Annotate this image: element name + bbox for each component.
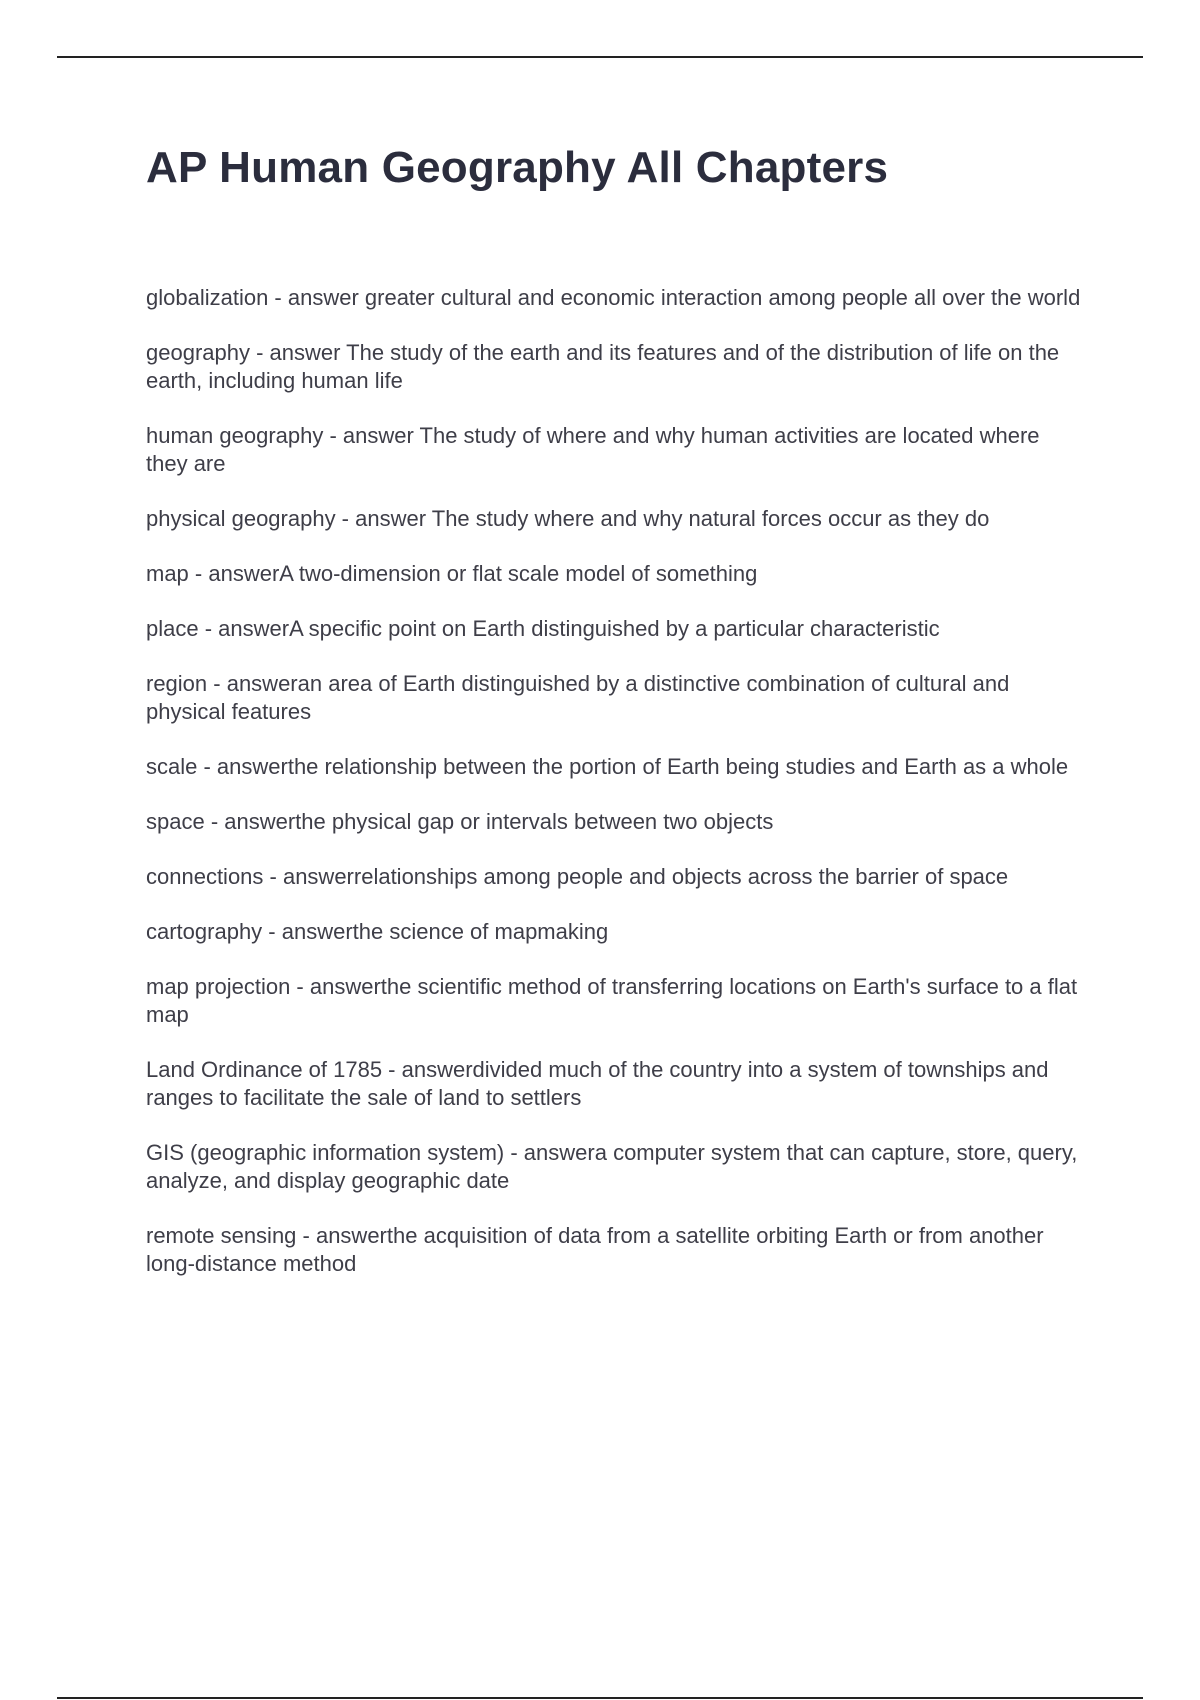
glossary-entry: physical geography - answer The study where and why natural forces occur as they do [146,506,990,531]
glossary-entry: region - answeran area of Earth distinguished by a distinctive combination of cultural and physical features [146,671,1010,724]
glossary-entry: space - answerthe physical gap or intervals between two objects [146,809,774,834]
glossary-entry: globalization - answer greater cultural and economic interaction among people all over the world [146,285,1081,310]
glossary-entry: cartography - answerthe science of mapmaking [146,919,609,944]
glossary-entry: human geography - answer The study of where and why human activities are located where they are [146,423,1040,476]
glossary-entry: GIS (geographic information system) - answera computer system that can capture, store, query, analyze, and display geographic date [146,1140,1078,1193]
glossary-entry: place - answerA specific point on Earth distinguished by a particular characteristic [146,616,940,641]
top-divider [57,56,1143,58]
glossary-list [146,284,1086,1305]
glossary-entry: map projection - answerthe scientific method of transferring locations on Earth's surface to a flat map [146,974,1078,1027]
glossary-entry: geography - answer The study of the earth and its features and of the distribution of life on the earth, including human life [146,340,1060,393]
bottom-divider [57,1697,1143,1699]
glossary-entry: remote sensing - answerthe acquisition of data from a satellite orbiting Earth or from another long-distance method [146,1223,1044,1276]
glossary-entry: connections - answerrelationships among people and objects across the barrier of space [146,864,1009,889]
glossary-entry: Land Ordinance of 1785 - answerdivided much of the country into a system of townships and ranges to facilitate the sale of land to settlers [146,1057,1049,1110]
glossary-entry: map - answerA two-dimension or flat scale model of something [146,561,758,586]
page-title: AP Human Geography All Chapters [146,143,889,192]
glossary-entry: scale - answerthe relationship between the portion of Earth being studies and Earth as a whole [146,754,1069,779]
